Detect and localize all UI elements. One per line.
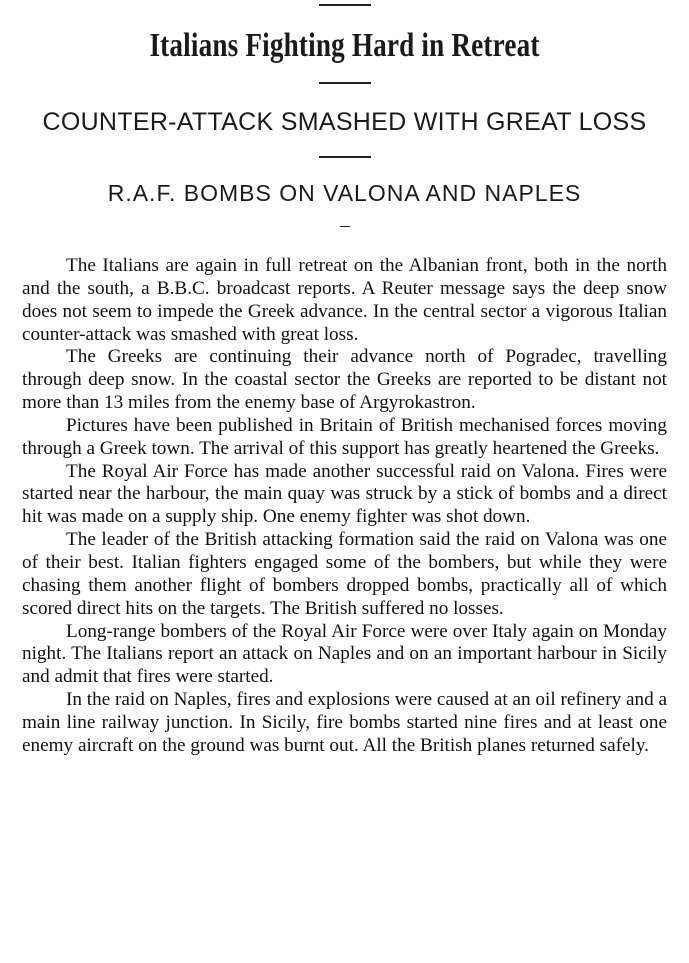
body-divider <box>340 226 350 227</box>
article-body <box>22 255 667 758</box>
headline-divider <box>319 82 371 84</box>
deck-secondary: R.A.F. BOMBS ON VALONA AND NAPLES <box>107 180 582 206</box>
paragraph: The leader of the British attacking formation said the raid on Valona was one of their best. Italian fighters engaged some of the bombers, but while they were chasing them another flight of bombers dropped bombs, practically all of which scored direct hits on the targets. The British suffered no losses. <box>22 529 667 619</box>
paragraph: Pictures have been published in Britain of British mechanised forces moving through a Greek town. The arrival of this support has greatly heartened the Greeks. <box>22 414 667 459</box>
top-rule <box>319 4 371 6</box>
deck-primary: COUNTER-ATTACK SMASHED WITH GREAT LOSS <box>42 108 647 136</box>
deck-divider <box>319 156 371 158</box>
paragraph: The Royal Air Force has made another successful raid on Valona. Fires were started near the harbour, the main quay was struck by a stick of bombs and a direct hit was made on a supply ship. One enemy fighter was shot down. <box>22 460 667 528</box>
paragraph: The Greeks are continuing their advance north of Pogradec, travelling through deep snow. In the coastal sector the Greeks are reported to be distant not more than 13 miles from the enemy base of Argyrokastron. <box>22 346 667 414</box>
paragraph: The Italians are again in full retreat on the Albanian front, both in the north and the south, a B.B.C. broadcast reports. A Reuter message says the deep snow does not seem to impede the Greek advance. In the central sector a vigorous Italian counter-attack was smashed with great loss. <box>22 255 667 345</box>
paragraph: In the raid on Naples, fires and explosions were caused at an oil refinery and a main line railway junction. In Sicily, fire bombs started nine fires and at least one enemy aircraft on the ground was burnt out. All the British planes returned safely. <box>22 689 667 756</box>
headline: Italians Fighting Hard in Retreat <box>149 27 540 64</box>
paragraph: Long-range bombers of the Royal Air Force were over Italy again on Monday night. The Italians report an attack on Naples and on an important harbour in Sicily and admit that fires were started. <box>22 620 667 688</box>
